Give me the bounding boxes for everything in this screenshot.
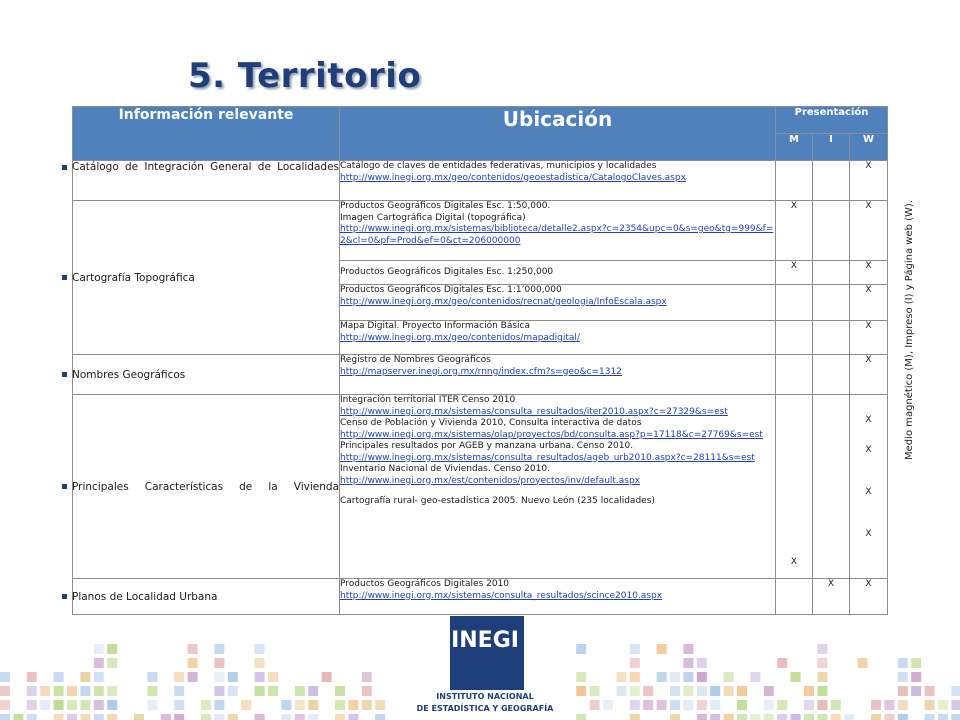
decor-square xyxy=(107,686,117,696)
decor-square xyxy=(817,658,827,668)
location-link[interactable]: http://www.inegi.org.mx/geo/contenidos/recnat/geologia/InfoEscala.aspx xyxy=(340,296,667,307)
decor-square xyxy=(750,714,760,720)
decor-square xyxy=(188,644,198,654)
decor-square xyxy=(362,700,372,710)
info-cell xyxy=(73,355,340,395)
decor-square xyxy=(281,700,291,710)
decor-square xyxy=(54,700,64,710)
logo-subtitle-2: DE ESTADÍSTICA Y GEOGRAFÍA xyxy=(416,704,554,713)
cell-i: X xyxy=(813,579,850,615)
decor-square xyxy=(80,714,90,720)
location-link[interactable]: http://www.inegi.org.mx/est/contenidos/proyectos/inv/default.aspx xyxy=(340,475,641,486)
location-link[interactable]: http://www.inegi.org.mx/sistemas/consulta_resultados/ageb_urb2010.aspx?c=28111&s=est xyxy=(340,452,755,463)
header-i: I xyxy=(813,134,850,161)
decor-square xyxy=(724,686,734,696)
mark-w: X xyxy=(865,529,872,539)
decor-square xyxy=(657,672,667,682)
decor-square xyxy=(657,644,667,654)
mark-w: X xyxy=(865,445,872,455)
decor-square xyxy=(214,658,224,668)
decor-square xyxy=(375,700,385,710)
decor-square xyxy=(831,700,841,710)
decor-square xyxy=(80,700,90,710)
decor-square xyxy=(670,700,680,710)
decor-square xyxy=(107,644,117,654)
decor-square xyxy=(831,714,841,720)
decor-square xyxy=(147,686,157,696)
decor-square xyxy=(898,686,908,696)
decor-square xyxy=(348,700,358,710)
decor-square xyxy=(630,658,640,668)
cell-w: X xyxy=(850,285,888,321)
logo-name: INEGI xyxy=(451,628,519,653)
decor-square xyxy=(817,714,827,720)
decor-square xyxy=(0,700,10,710)
decor-square xyxy=(107,714,117,720)
location-link[interactable]: http://www.inegi.org.mx/sistemas/biblioteca/detalle2.aspx?c=2354&upc=0&s=geo&tg=999&f=2&cl=0&pf=Prod&ef=0&ct=206000000 xyxy=(340,224,774,246)
decor-square xyxy=(0,686,10,696)
location-link[interactable]: http://www.inegi.org.mx/geo/contenidos/mapadigital/ xyxy=(340,332,580,343)
location-cell xyxy=(340,321,776,355)
decor-square xyxy=(630,672,640,682)
decor-square xyxy=(710,686,720,696)
decor-square xyxy=(255,686,265,696)
decor-square xyxy=(241,700,251,710)
decor-square xyxy=(898,700,908,710)
decor-square xyxy=(737,714,747,720)
decor-square xyxy=(255,672,265,682)
header-location: Ubicación xyxy=(340,107,776,161)
location-desc: Imagen Cartográfica Digital (topográfica) xyxy=(340,212,526,223)
info-label: Catálogo de Integración General de Localidades xyxy=(72,161,339,173)
table-row xyxy=(73,161,888,201)
decor-square xyxy=(683,672,693,682)
location-desc: Mapa Digital. Proyecto Información Básica xyxy=(340,321,530,331)
decor-square xyxy=(817,644,827,654)
decor-square xyxy=(710,714,720,720)
decor-square xyxy=(871,700,881,710)
decor-square xyxy=(697,714,707,720)
decor-square xyxy=(54,672,64,682)
location-desc: Cartografía rural- geo-estadística 2005. Nuevo León (235 localidades) xyxy=(340,496,655,506)
decor-square xyxy=(737,700,747,710)
cell-i xyxy=(813,285,850,321)
cell-w: X xyxy=(850,321,888,355)
decor-square xyxy=(174,700,184,710)
info-cell xyxy=(73,161,340,201)
decor-square xyxy=(348,714,358,720)
decor-square xyxy=(214,644,224,654)
decor-square xyxy=(898,658,908,668)
bullet-icon xyxy=(62,165,67,170)
decor-square xyxy=(737,686,747,696)
decor-square xyxy=(94,658,104,668)
decor-square xyxy=(884,714,894,720)
cell-m xyxy=(776,395,813,579)
mark-m: X xyxy=(790,557,798,567)
location-desc: Catálogo de claves de entidades federativas, municipios y localidades xyxy=(340,161,657,171)
decor-square xyxy=(268,686,278,696)
territory-table xyxy=(72,106,888,615)
decor-square xyxy=(670,714,680,720)
table-row xyxy=(73,201,888,261)
decor-square xyxy=(817,686,827,696)
decor-square xyxy=(616,686,626,696)
location-desc: Productos Geográficos Digitales Esc. 1:50,000. xyxy=(340,201,551,211)
decor-square xyxy=(603,700,613,710)
decor-square xyxy=(322,672,332,682)
decor-square xyxy=(670,672,680,682)
decor-square xyxy=(67,714,77,720)
decor-square xyxy=(308,686,318,696)
table-row xyxy=(73,579,888,615)
mark-w: X xyxy=(865,487,872,497)
location-link[interactable]: http://www.inegi.org.mx/sistemas/consulta_resultados/iter2010.aspx?c=27329&s=est xyxy=(340,406,728,417)
decor-square xyxy=(576,686,586,696)
cell-w: X xyxy=(850,355,888,395)
decor-square xyxy=(0,672,10,682)
decor-square xyxy=(308,700,318,710)
decor-square xyxy=(643,700,653,710)
bullet-icon xyxy=(62,372,67,377)
decor-square xyxy=(94,714,104,720)
table-row xyxy=(73,355,888,395)
cell-m: X xyxy=(776,201,813,261)
decor-square xyxy=(147,672,157,682)
decor-square xyxy=(201,714,211,720)
decor-square xyxy=(107,700,117,710)
decor-square xyxy=(295,686,305,696)
decor-square xyxy=(657,700,667,710)
decor-square xyxy=(616,672,626,682)
decor-square xyxy=(576,714,586,720)
decor-square xyxy=(54,686,64,696)
decor-square xyxy=(871,714,881,720)
decor-square xyxy=(295,714,305,720)
decor-square xyxy=(80,686,90,696)
decor-square xyxy=(630,644,640,654)
header-row xyxy=(73,107,888,134)
decor-square xyxy=(898,714,908,720)
decor-square xyxy=(0,714,10,720)
decor-square xyxy=(214,700,224,710)
decor-square xyxy=(40,700,50,710)
cell-w: X xyxy=(850,579,888,615)
decor-square xyxy=(281,714,291,720)
info-cell xyxy=(73,395,340,579)
cell-m xyxy=(776,321,813,355)
decor-square xyxy=(134,714,144,720)
location-link[interactable]: http://www.inegi.org.mx/sistemas/olap/proyectos/bd/consulta.asp?p=17118&c=27769&s=est xyxy=(340,429,763,440)
decor-square xyxy=(911,658,921,668)
location-link[interactable]: http://mapserver.inegi.org.mx/rnng/index.cfm?s=geo&c=1312 xyxy=(340,366,622,377)
side-note: Medio magnético (M), Impreso (I) y Página web (W). xyxy=(904,199,915,460)
location-cell xyxy=(340,395,776,579)
cell-m: X xyxy=(776,261,813,285)
decor-square xyxy=(683,658,693,668)
cell-i xyxy=(813,321,850,355)
decor-square xyxy=(724,714,734,720)
decor-square xyxy=(188,672,198,682)
decor-square xyxy=(576,672,586,682)
location-desc: Integración territorial ITER Censo 2010 xyxy=(340,395,516,405)
location-cell xyxy=(340,285,776,321)
decor-square xyxy=(697,672,707,682)
decor-square xyxy=(777,714,787,720)
location-desc: Censo de Población y Vivienda 2010, Consulta interactiva de datos xyxy=(340,418,642,428)
decor-square xyxy=(27,672,37,682)
decor-square xyxy=(844,714,854,720)
decor-square xyxy=(268,672,278,682)
decor-square xyxy=(683,700,693,710)
decor-square xyxy=(951,714,960,720)
decor-square xyxy=(630,700,640,710)
decor-square xyxy=(67,686,77,696)
decor-square xyxy=(228,686,238,696)
decor-square xyxy=(147,700,157,710)
cell-i xyxy=(813,355,850,395)
cell-i xyxy=(813,201,850,261)
decor-square xyxy=(201,700,211,710)
decor-square xyxy=(335,686,345,696)
cell-m xyxy=(776,285,813,321)
decor-square xyxy=(764,714,774,720)
decor-square xyxy=(214,714,224,720)
decor-square xyxy=(80,672,90,682)
decor-square xyxy=(590,700,600,710)
decor-square xyxy=(951,686,960,696)
cell-m xyxy=(776,161,813,201)
location-desc: Productos Geográficos Digitales 2010 xyxy=(340,579,510,589)
decor-square xyxy=(777,658,787,668)
decor-square xyxy=(362,686,372,696)
decor-square xyxy=(925,714,935,720)
decor-square xyxy=(375,714,385,720)
cell-m xyxy=(776,355,813,395)
decor-square xyxy=(214,686,224,696)
decor-square xyxy=(54,714,64,720)
decor-square xyxy=(107,658,117,668)
decor-square xyxy=(938,700,948,710)
decor-square xyxy=(228,672,238,682)
cell-i xyxy=(813,161,850,201)
decor-square xyxy=(724,672,734,682)
decor-square xyxy=(13,714,23,720)
location-cell xyxy=(340,201,776,261)
decor-square xyxy=(630,714,640,720)
decor-square xyxy=(630,686,640,696)
decor-square xyxy=(335,714,345,720)
location-cell xyxy=(340,355,776,395)
decor-square xyxy=(94,644,104,654)
decor-square xyxy=(27,714,37,720)
location-desc: Inventario Nacional de Viviendas. Censo 2010. xyxy=(340,464,550,474)
decor-square xyxy=(898,672,908,682)
decor-square xyxy=(750,672,760,682)
header-info: Información relevante xyxy=(73,107,340,161)
decor-square xyxy=(683,686,693,696)
decor-square xyxy=(817,700,827,710)
decor-square xyxy=(925,686,935,696)
cell-i xyxy=(813,395,850,579)
decor-square xyxy=(764,686,774,696)
cell-w: X xyxy=(850,201,888,261)
decor-square xyxy=(362,672,372,682)
decor-square xyxy=(804,714,814,720)
decor-square xyxy=(884,700,894,710)
cell-w: X xyxy=(850,161,888,201)
info-label: Cartografía Topográfica xyxy=(72,271,195,284)
decor-square xyxy=(697,658,707,668)
decor-square xyxy=(951,700,960,710)
decor-square xyxy=(590,686,600,696)
decor-square xyxy=(255,644,265,654)
decor-square xyxy=(228,714,238,720)
cell-w xyxy=(850,395,888,579)
header-presentation: Presentación xyxy=(776,107,888,134)
decor-square xyxy=(925,700,935,710)
decor-square xyxy=(27,686,37,696)
decor-square xyxy=(161,714,171,720)
decor-square xyxy=(67,700,77,710)
decor-square xyxy=(670,686,680,696)
decor-square xyxy=(643,686,653,696)
decor-square xyxy=(255,714,265,720)
location-desc: Productos Geográficos Digitales Esc. 1:250,000 xyxy=(340,266,554,277)
decor-square xyxy=(791,714,801,720)
location-link[interactable]: http://www.inegi.org.mx/sistemas/consulta_resultados/scince2010.aspx xyxy=(340,590,663,601)
decor-square xyxy=(817,672,827,682)
decor-square xyxy=(335,700,345,710)
decor-square xyxy=(710,700,720,710)
decor-square xyxy=(938,714,948,720)
decor-square xyxy=(174,686,184,696)
cell-m xyxy=(776,579,813,615)
bullet-icon xyxy=(62,594,67,599)
cell-w: X xyxy=(850,261,888,285)
location-desc: Principales resultados por AGEB y manzana urbana. Censo 2010. xyxy=(340,441,634,451)
location-cell xyxy=(340,579,776,615)
decor-square xyxy=(308,714,318,720)
decor-square xyxy=(295,700,305,710)
table-row xyxy=(73,395,888,579)
decor-square xyxy=(576,644,586,654)
info-label: Principales Características de la Vivienda xyxy=(72,480,339,493)
page-title: 5. Territorio xyxy=(188,56,422,96)
location-cell xyxy=(340,261,776,285)
decor-square xyxy=(94,700,104,710)
decor-square xyxy=(777,700,787,710)
decor-square xyxy=(214,672,224,682)
decor-square xyxy=(40,686,50,696)
bullet-icon xyxy=(62,484,67,489)
decor-square xyxy=(255,658,265,668)
info-cell xyxy=(73,201,340,355)
decor-square xyxy=(94,672,104,682)
logo-subtitle-1: INSTITUTO NACIONAL xyxy=(436,692,534,701)
decor-square xyxy=(94,686,104,696)
mark-w: X xyxy=(865,415,872,425)
bullet-icon xyxy=(62,275,67,280)
decor-square xyxy=(764,700,774,710)
decor-square xyxy=(804,700,814,710)
decor-square xyxy=(188,658,198,668)
decor-square xyxy=(27,700,37,710)
info-cell xyxy=(73,579,340,615)
decor-square xyxy=(791,672,801,682)
header-m: M xyxy=(776,134,813,161)
inegi-logo xyxy=(410,614,560,718)
location-desc: Productos Geográficos Digitales Esc. 1:1’000,000 xyxy=(340,285,562,295)
decor-square xyxy=(911,672,921,682)
header-w: W xyxy=(850,134,888,161)
cell-i xyxy=(813,261,850,285)
decor-square xyxy=(683,644,693,654)
decor-square xyxy=(911,686,921,696)
location-cell xyxy=(340,161,776,201)
location-link[interactable]: http://www.inegi.org.mx/geo/contenidos/geoestadistica/CatalogoClaves.aspx xyxy=(340,172,686,183)
info-label: Nombres Geográficos xyxy=(72,368,186,381)
decor-square xyxy=(697,686,707,696)
location-desc: Registro de Nombres Geográficos xyxy=(340,355,491,365)
decor-square xyxy=(174,672,184,682)
decor-square xyxy=(858,658,868,668)
decor-square xyxy=(804,686,814,696)
decor-square xyxy=(697,700,707,710)
decor-square xyxy=(174,714,184,720)
info-label: Planos de Localidad Urbana xyxy=(72,590,218,603)
